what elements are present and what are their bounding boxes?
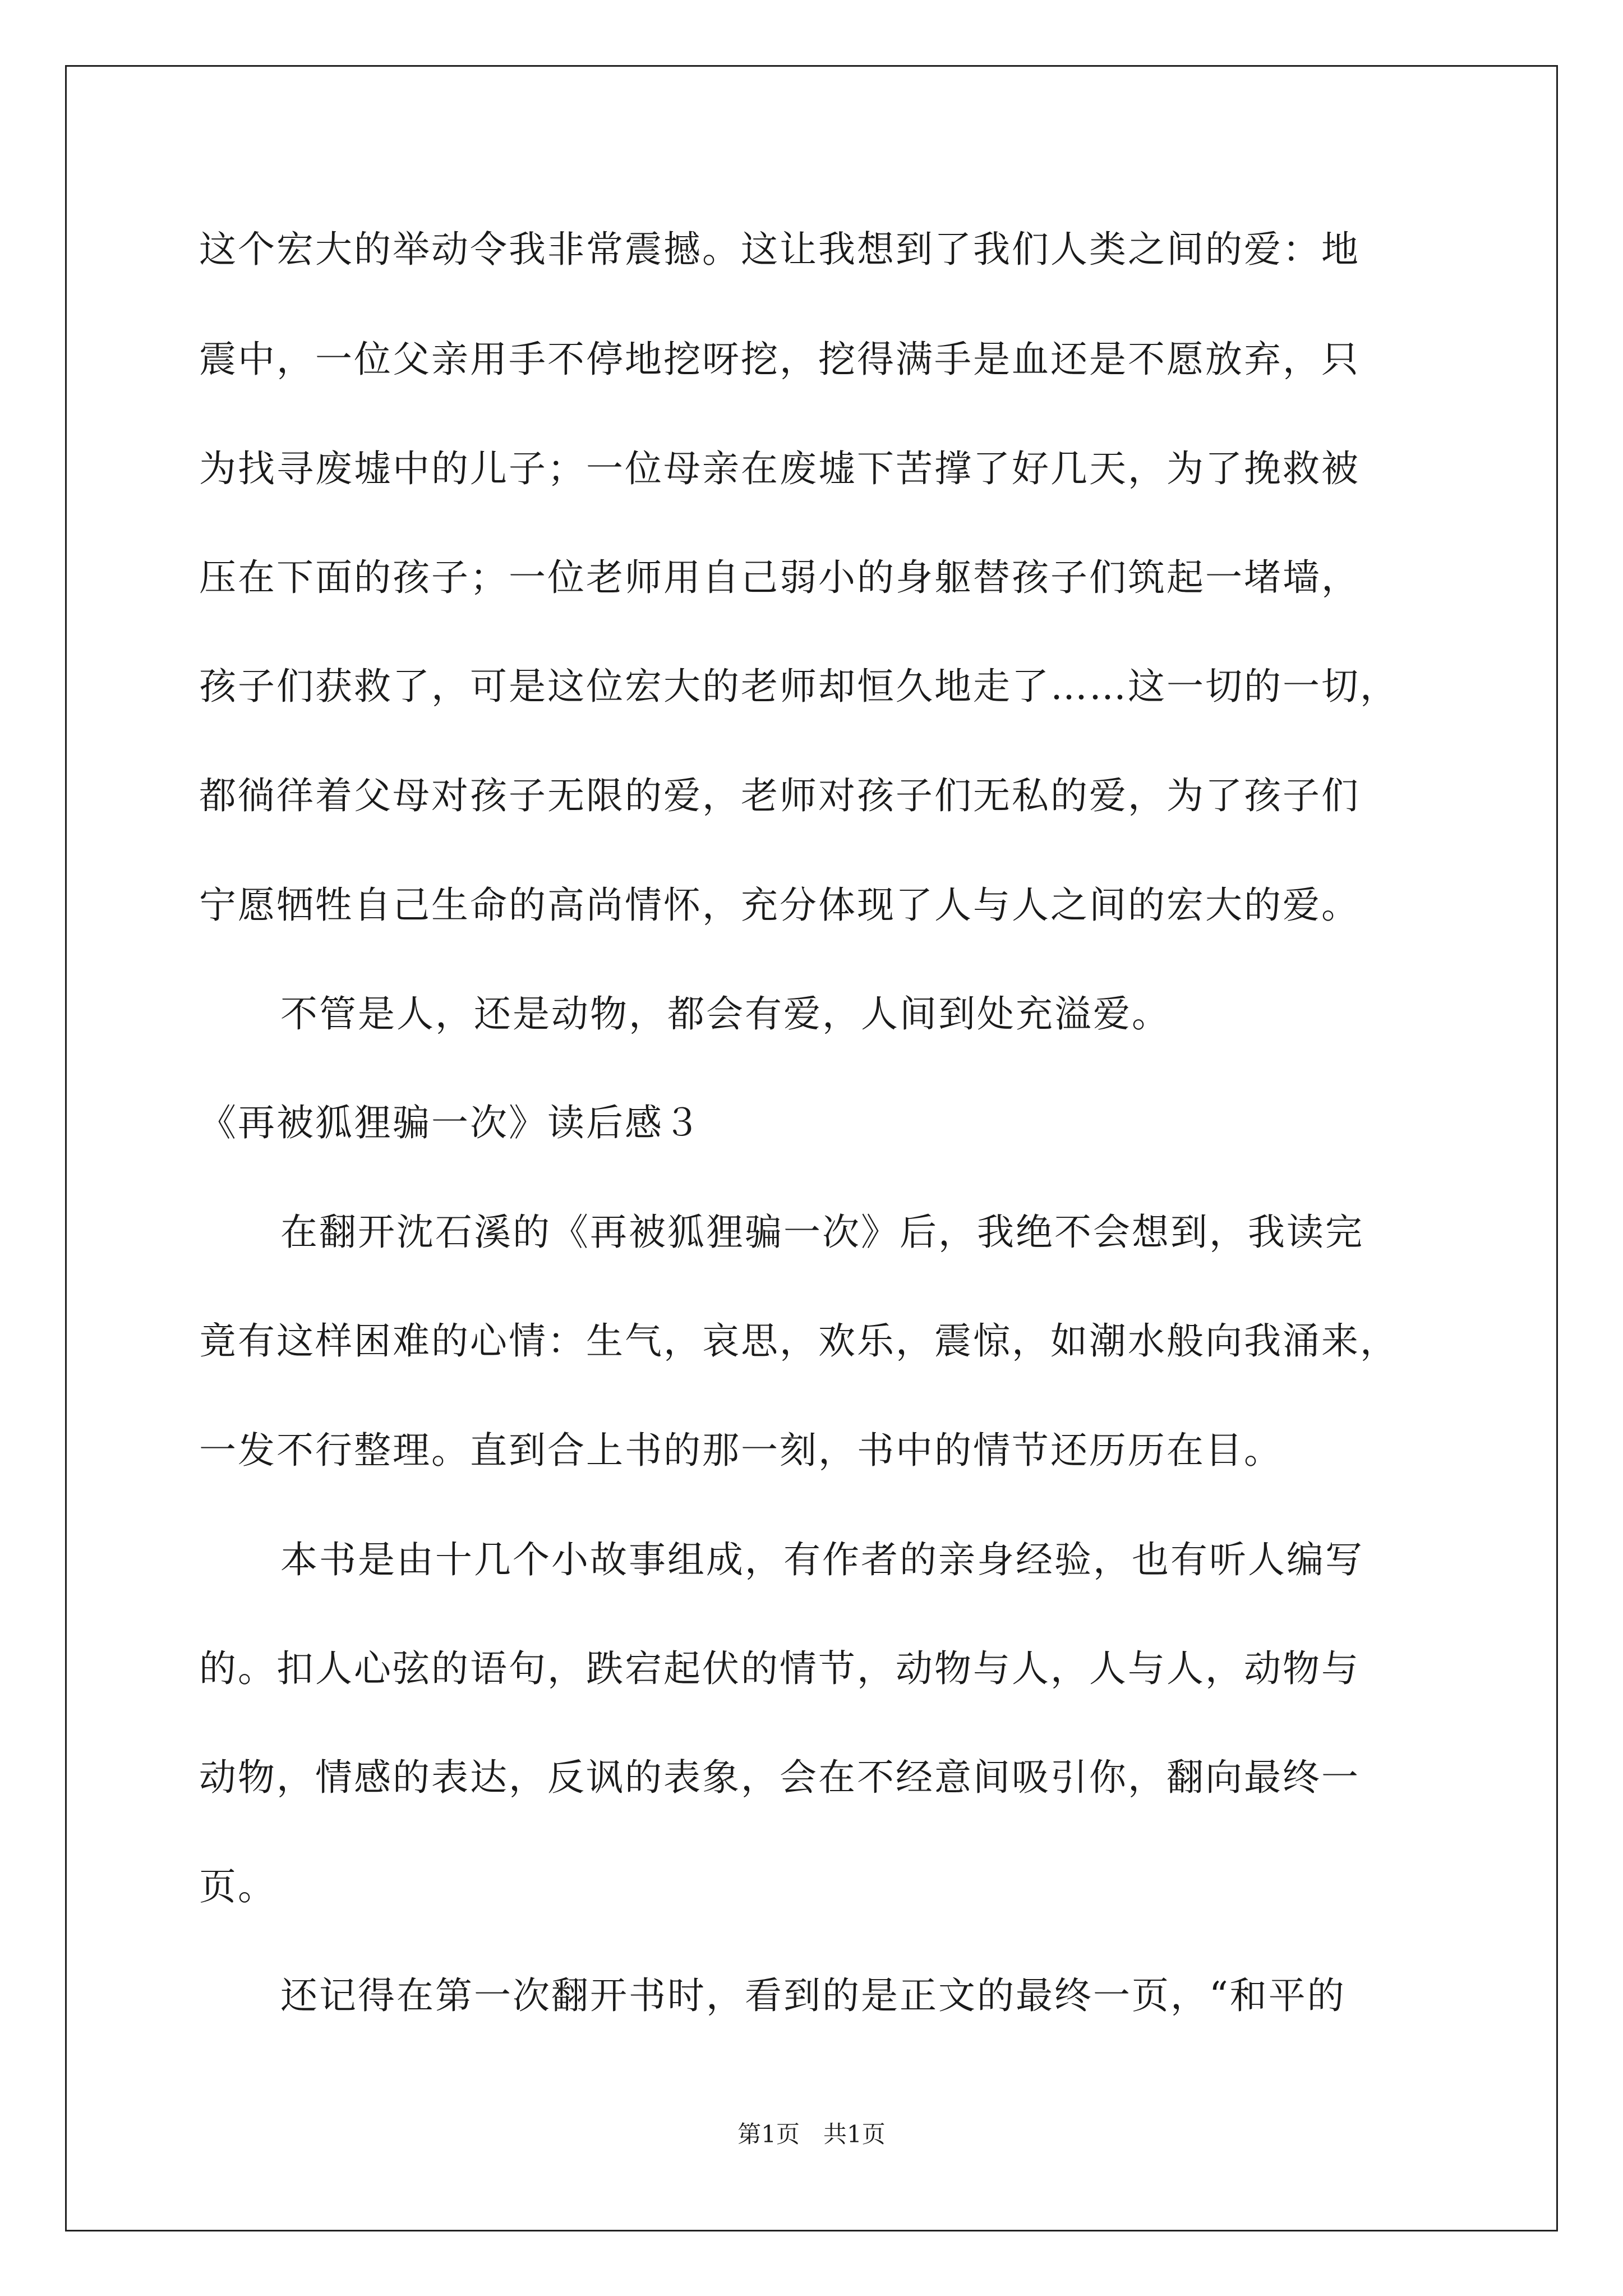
text-line: 宁愿牺牲自己生命的高尚情怀，充分体现了人与人之间的宏大的爱。 — [199, 884, 1360, 927]
paragraph-first-line: 还记得在第一次翻开书时，看到的是正文的最终一页，“和平的 — [280, 1974, 1346, 2017]
text-line: 页。 — [199, 1865, 276, 1908]
text-line: 震中，一位父亲用手不停地挖呀挖，挖得满手是血还是不愿放弃，只 — [199, 338, 1360, 381]
text-line: 一发不行整理。直到合上书的那一刻，书中的情节还历历在目。 — [199, 1429, 1283, 1472]
text-line: 这个宏大的举动令我非常震撼。这让我想到了我们人类之间的爱：地 — [199, 228, 1360, 271]
text-line: 压在下面的孩子；一位老师用自己弱小的身躯替孩子们筑起一堵墙， — [199, 556, 1360, 599]
text-line: 为找寻废墟中的儿子；一位母亲在废墟下苦撑了好几天，为了挽救被 — [199, 447, 1360, 490]
text-line: 孩子们获救了，可是这位宏大的老师却恒久地走了……这一切的一切， — [199, 665, 1399, 708]
paragraph-first-line: 在翻开沈石溪的《再被狐狸骗一次》后，我绝不会想到，我读完 — [280, 1211, 1364, 1254]
text-line: 动物，情感的表达，反讽的表象，会在不经意间吸引你，翻向最终一 — [199, 1756, 1360, 1799]
section-heading: 《再被狐狸骗一次》读后感３ — [199, 1101, 702, 1144]
text-line: 竟有这样困难的心情：生气，哀思，欢乐，震惊，如潮水般向我涌来， — [199, 1319, 1399, 1363]
paragraph-first-line: 不管是人，还是动物，都会有爱，人间到处充溢爱。 — [280, 992, 1170, 1036]
text-line: 的。扣人心弦的语句，跌宕起伏的情节，动物与人，人与人，动物与 — [199, 1647, 1360, 1690]
paragraph-first-line: 本书是由十几个小故事组成，有作者的亲身经验，也有听人编写 — [280, 1538, 1364, 1581]
page-footer: 第1页 共1页 — [737, 2120, 886, 2148]
text-line: 都徜徉着父母对孩子无限的爱，老师对孩子们无私的爱，为了孩子们 — [199, 774, 1360, 817]
